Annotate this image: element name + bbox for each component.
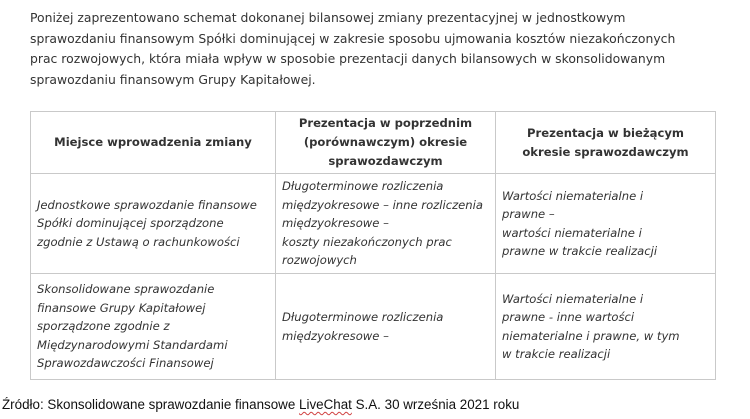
cell-line: zgodnie z Ustawą o rachunkowości (37, 234, 240, 249)
cell-line: sporządzone zgodnie z (37, 319, 170, 334)
header-current-period: Prezentacja w bieżącym okresie sprawozdawczym (496, 112, 716, 174)
cell-line: międzyokresowe – (282, 216, 389, 231)
header-previous-period: Prezentacja w poprzednim (porównawczym) okresie sprawozdawczym (276, 112, 496, 174)
cell-line: koszty niezakończonych prac (282, 234, 452, 249)
intro-line: Poniżej zaprezentowano schemat dokonanej bilansowej zmiany prezentacyjnej w jednostkowym (30, 10, 626, 25)
cell-previous (276, 274, 496, 380)
cell-line: prawne w trakcie realizacji (502, 244, 658, 258)
source-caption (2, 397, 519, 412)
cell-line: międzyokresowe – (282, 328, 389, 343)
cell-line: międzyokresowe – inne rozliczenia (282, 197, 483, 212)
cell-line: Międzynarodowymi Standardami (37, 337, 228, 352)
cell-line: rozwojowych (282, 253, 357, 268)
cell-line: Wartości niematerialne i (502, 188, 644, 203)
cell-current (496, 174, 716, 274)
intro-line: sprawozdaniu finansowym Spółki dominującej w zakresie sposobu ujmowania kosztów niezakończonych (30, 30, 676, 46)
cell-line: Skonsolidowane sprawozdanie (37, 282, 215, 297)
cell-line: Jednostkowe sprawozdanie finansowe (37, 197, 257, 212)
source-prefix: Źródło: Skonsolidowane sprawozdanie finansowe (2, 397, 300, 412)
intro-line: prac rozwojowych, która miała wpływ w sposobie prezentacji danych bilansowych w skonsolidowanym (30, 51, 666, 66)
source-suffix: S.A. 30 września 2021 roku (351, 397, 520, 412)
cell-place (31, 174, 276, 274)
intro-paragraph (30, 8, 720, 90)
cell-line: Długoterminowe rozliczenia (282, 179, 444, 194)
cell-current (496, 274, 716, 380)
intro-line: sprawozdaniu finansowym Grupy Kapitałowej. (30, 71, 316, 87)
cell-line: Sprawozdawczości Finansowej (37, 356, 214, 371)
table-header-row (31, 112, 716, 174)
cell-line: w trakcie realizacji (502, 347, 611, 361)
cell-line: Wartości niematerialne i (502, 291, 644, 306)
cell-line: prawne – (502, 207, 555, 221)
source-company: LiveChat (299, 397, 352, 412)
cell-line: Spółki dominującej sporządzone (37, 216, 224, 231)
cell-line: finansowe Grupy Kapitałowej (37, 300, 206, 315)
presentation-changes-table (30, 111, 716, 380)
header-place: Miejsce wprowadzenia zmiany (31, 112, 276, 174)
cell-line: wartości niematerialne i (502, 225, 642, 240)
cell-line: Długoterminowe rozliczenia (282, 310, 444, 324)
table-row (31, 174, 716, 274)
cell-line: niematerialne i prawne, w tym (502, 328, 680, 343)
cell-line: prawne - inne wartości (502, 310, 635, 324)
table-row (31, 274, 716, 380)
cell-previous (276, 174, 496, 274)
cell-place (31, 274, 276, 380)
